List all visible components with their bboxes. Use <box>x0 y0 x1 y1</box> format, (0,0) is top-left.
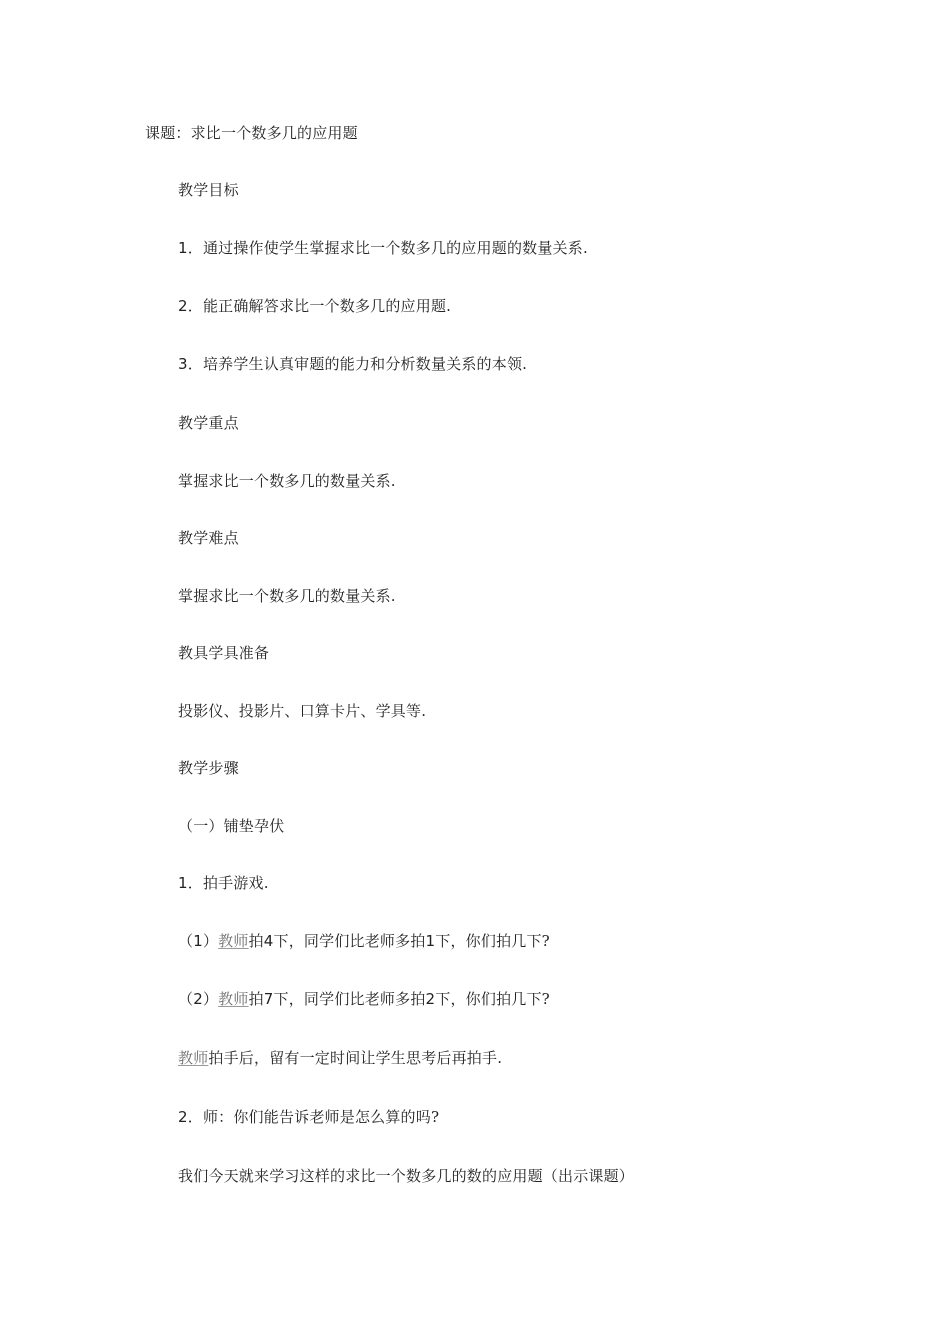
question-2-text-b: 下，同学们比老师多拍 <box>273 990 426 1008</box>
goal-item-2 <box>178 296 451 316</box>
goal-heading: 教学目标 <box>178 181 239 199</box>
question-1-count-1: 4 <box>263 932 274 950</box>
question-1-close-paren: ） <box>202 932 219 950</box>
teacher-link[interactable]: 教师 <box>178 1049 209 1067</box>
ask-item-number: 2 <box>178 1108 188 1126</box>
difficulty-heading: 教学难点 <box>178 529 239 547</box>
question-2-count-1: 7 <box>263 990 274 1008</box>
step-1-heading: （一）铺垫孕伏 <box>178 817 285 835</box>
lesson-title: 课题：求比一个数多几的应用题 <box>145 124 358 142</box>
question-2-number: 2 <box>193 990 203 1008</box>
game-item-text: ．拍手游戏. <box>187 874 269 892</box>
ask-item-text: ．师：你们能告诉老师是怎么算的吗? <box>187 1108 440 1126</box>
goal-item-2-text: ．能正确解答求比一个数多几的应用题. <box>187 297 452 315</box>
teacher-link[interactable]: 教师 <box>218 990 249 1008</box>
game-item <box>178 873 269 893</box>
teacher-note-text: 拍手后，留有一定时间让学生思考后再拍手. <box>208 1049 503 1067</box>
goal-item-1-number: 1 <box>178 239 188 257</box>
question-2-text-c: 下，你们拍几下? <box>435 990 550 1008</box>
question-1 <box>178 931 550 951</box>
question-2-text-a: 拍 <box>248 990 264 1008</box>
key-point-heading: 教学重点 <box>178 414 239 432</box>
teacher-note <box>178 1048 502 1068</box>
goal-item-2-number: 2 <box>178 297 188 315</box>
goal-item-3-number: 3 <box>178 355 188 373</box>
game-item-number: 1 <box>178 874 188 892</box>
teacher-link[interactable]: 教师 <box>218 932 249 950</box>
goal-item-1 <box>178 238 588 258</box>
question-1-count-2: 1 <box>425 932 436 950</box>
intro-text: 我们今天就来学习这样的求比一个数多几的数的应用题（出示课题） <box>178 1167 635 1185</box>
question-2 <box>178 989 550 1009</box>
tools-text: 投影仪、投影片、口算卡片、学具等. <box>178 702 427 720</box>
question-2-open-paren: （ <box>178 990 194 1008</box>
question-2-close-paren: ） <box>202 990 219 1008</box>
goal-item-3-text: ．培养学生认真审题的能力和分析数量关系的本领. <box>187 355 528 373</box>
goal-item-3 <box>178 354 527 374</box>
question-1-number: 1 <box>193 932 203 950</box>
tools-heading: 教具学具准备 <box>178 644 270 662</box>
question-2-count-2: 2 <box>425 990 436 1008</box>
goal-item-1-text: ．通过操作使学生掌握求比一个数多几的应用题的数量关系. <box>187 239 588 257</box>
difficulty-text: 掌握求比一个数多几的数量关系. <box>178 587 396 605</box>
steps-heading: 教学步骤 <box>178 759 239 777</box>
key-point-text: 掌握求比一个数多几的数量关系. <box>178 472 396 490</box>
question-1-text-a: 拍 <box>248 932 264 950</box>
question-1-text-b: 下，同学们比老师多拍 <box>273 932 426 950</box>
question-1-open-paren: （ <box>178 932 194 950</box>
question-1-text-c: 下，你们拍几下? <box>435 932 550 950</box>
ask-item <box>178 1107 439 1127</box>
